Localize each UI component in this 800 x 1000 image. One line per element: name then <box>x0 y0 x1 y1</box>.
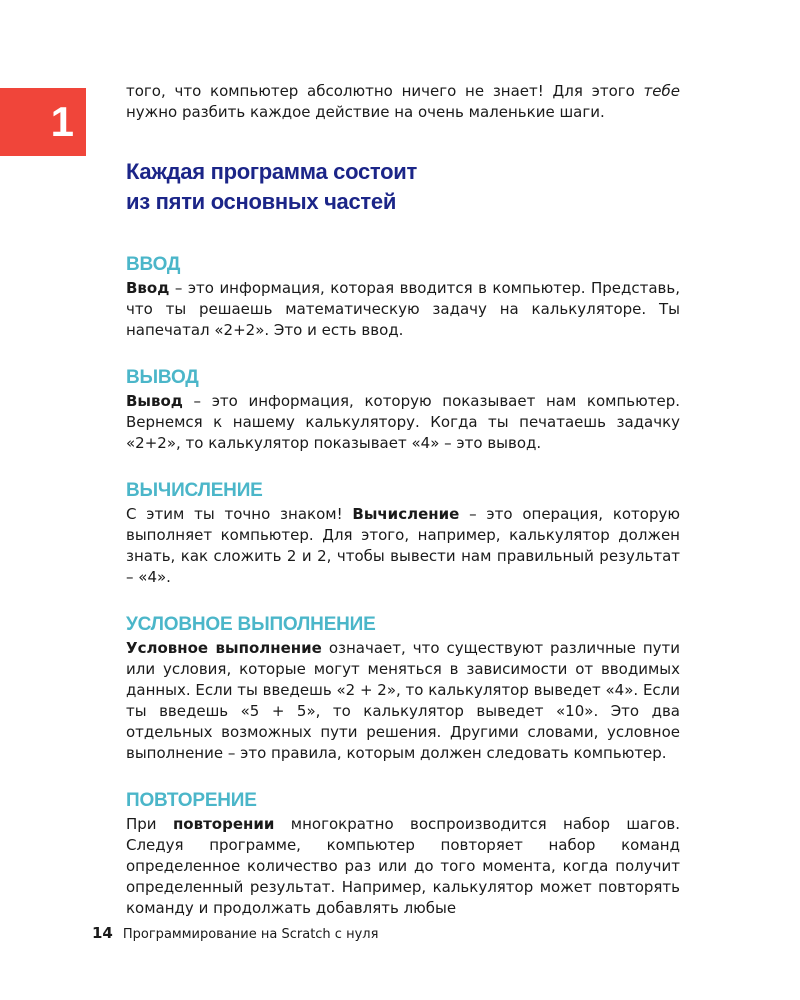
section-title-line-2: из пяти основных частей <box>126 189 397 214</box>
term-bold: Вычисление <box>352 505 460 523</box>
section-output <box>126 367 680 454</box>
term-bold: повторении <box>172 815 275 833</box>
chapter-number-tab: 1 <box>0 88 86 156</box>
section-title <box>126 157 680 217</box>
intro-paragraph: того, что компьютер абсолютно ничего не знает! Для этого тебе нужно разбить каждое действие на очень маленькие шаги. <box>126 82 680 121</box>
section-heading: ВВОД <box>126 254 181 275</box>
term-bold: Условное выполнение <box>126 639 322 657</box>
term-bold: Вывод <box>126 392 183 410</box>
term-bold: Ввод <box>126 279 170 297</box>
section-repetition <box>126 790 680 919</box>
section-heading: ПОВТОРЕНИЕ <box>126 790 257 811</box>
page-number: 14 <box>92 924 113 942</box>
section-computation <box>126 480 680 588</box>
page-content <box>126 81 680 919</box>
section-input <box>126 254 680 341</box>
section-heading: ВЫВОД <box>126 367 199 388</box>
section-paragraph: С этим ты точно знаком! Вычисление – это операция, которую выполняет компьютер. Для этого, например, калькулятор должен знать, как сложить 2 и 2, чтобы вывести нам правильный результат – «4». <box>126 505 680 586</box>
section-paragraph: Условное выполнение означает, что существуют различные пути или условия, которые могут меняться в зависимости от вводимых данных. Если ты введешь «2 + 2», то калькулятор выведет «4». Если ты введешь «5 + 5», то калькулятор выведет «10». Это два отдельных возможных пути решения. Другими словами, условное выполнение – это правила, которым должен следовать компьютер. <box>126 639 681 762</box>
section-conditional <box>126 614 680 764</box>
intro-emphasis: тебе <box>643 82 680 100</box>
section-title-line-1: Каждая программа состоит <box>126 159 417 184</box>
section-paragraph: При повторении многократно воспроизводится набор шагов. Следуя программе, компьютер повторяет набор команд определенное количество раз или до того момента, когда получит определенный результат. Например, калькулятор может повторять команду и продолжать добавлять любые <box>126 815 680 917</box>
section-paragraph: Ввод – это информация, которая вводится в компьютер. Представь, что ты решаешь математическую задачу на калькуляторе. Ты напечатал «2+2». Это и есть ввод. <box>126 279 680 339</box>
section-heading: ВЫЧИСЛЕНИЕ <box>126 480 263 501</box>
page-footer <box>92 924 378 942</box>
section-heading: УСЛОВНОЕ ВЫПОЛНЕНИЕ <box>126 614 376 635</box>
book-title: Программирование на Scratch с нуля <box>122 927 379 942</box>
section-paragraph: Вывод – это информация, которую показывает нам компьютер. Вернемся к нашему калькулятору. Когда ты печатаешь задачку «2+2», то калькулятор показывает «4» – это вывод. <box>126 392 680 452</box>
